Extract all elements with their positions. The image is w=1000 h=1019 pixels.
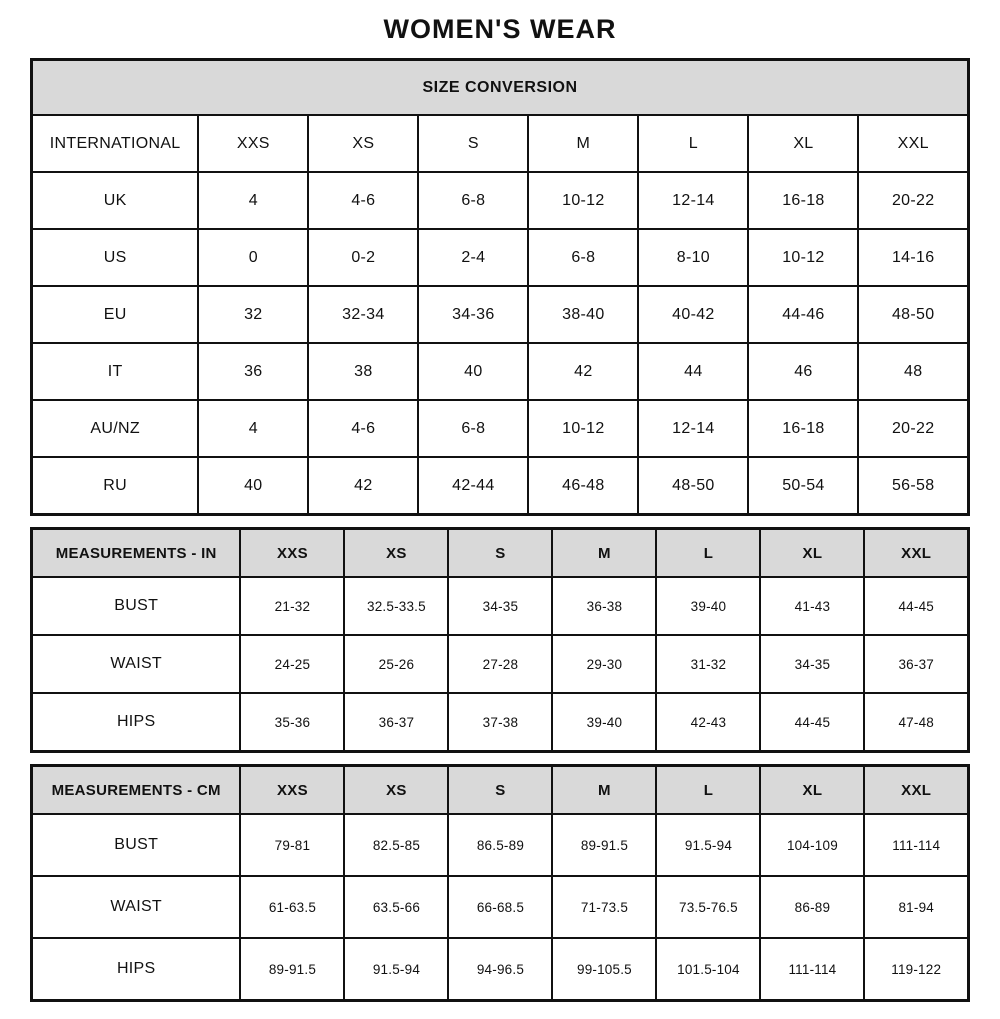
column-header-size: M (552, 529, 656, 578)
measurement-value: 42-43 (656, 693, 760, 752)
size-value: 32 (198, 286, 308, 343)
size-value: 42 (528, 343, 638, 400)
measurement-value: 119-122 (864, 938, 968, 1001)
table-row (32, 814, 969, 876)
measurement-value: 111-114 (760, 938, 864, 1001)
measurement-value: 89-91.5 (240, 938, 344, 1001)
measurement-value: 44-45 (760, 693, 864, 752)
measurement-value: 61-63.5 (240, 876, 344, 938)
measurement-label: WAIST (32, 635, 241, 693)
column-header-size: L (656, 529, 760, 578)
region-label: RU (32, 457, 199, 515)
measurement-value: 66-68.5 (448, 876, 552, 938)
size-value: 10-12 (748, 229, 858, 286)
measurement-value: 35-36 (240, 693, 344, 752)
measurement-value: 24-25 (240, 635, 344, 693)
measurement-value: 82.5-85 (344, 814, 448, 876)
size-value: 32-34 (308, 286, 418, 343)
measurement-value: 86.5-89 (448, 814, 552, 876)
region-label: IT (32, 343, 199, 400)
measurement-value: 111-114 (864, 814, 968, 876)
measurement-value: 36-37 (864, 635, 968, 693)
size-value: 12-14 (638, 400, 748, 457)
measurement-value: 27-28 (448, 635, 552, 693)
table-row (32, 766, 969, 815)
table-row (32, 229, 969, 286)
size-value: 8-10 (638, 229, 748, 286)
measurement-value: 104-109 (760, 814, 864, 876)
measurement-label: HIPS (32, 693, 241, 752)
size-value: 56-58 (858, 457, 968, 515)
column-header-size: XS (308, 115, 418, 172)
table-row (32, 635, 969, 693)
table-row (32, 400, 969, 457)
size-value: 42 (308, 457, 418, 515)
region-label: US (32, 229, 199, 286)
measurements-cm-body (32, 766, 969, 1001)
column-header-size: S (448, 766, 552, 815)
size-conversion-table (30, 58, 970, 516)
measurements-cm-table (30, 764, 970, 1002)
measurement-value: 94-96.5 (448, 938, 552, 1001)
region-label: EU (32, 286, 199, 343)
table-row (32, 172, 969, 229)
measurement-value: 86-89 (760, 876, 864, 938)
size-value: 50-54 (748, 457, 858, 515)
column-header-size: XXL (864, 529, 968, 578)
column-header-size: M (528, 115, 638, 172)
size-value: 10-12 (528, 400, 638, 457)
table-row (32, 60, 969, 116)
measurement-value: 79-81 (240, 814, 344, 876)
measurement-value: 37-38 (448, 693, 552, 752)
size-value: 6-8 (418, 400, 528, 457)
size-value: 0 (198, 229, 308, 286)
table-row (32, 457, 969, 515)
measurement-value: 44-45 (864, 577, 968, 635)
size-value: 44-46 (748, 286, 858, 343)
measurement-value: 81-94 (864, 876, 968, 938)
column-header-size: XXS (240, 766, 344, 815)
measurement-label: WAIST (32, 876, 241, 938)
table-row (32, 693, 969, 752)
measurement-value: 89-91.5 (552, 814, 656, 876)
measurement-value: 39-40 (552, 693, 656, 752)
column-header-size: XS (344, 766, 448, 815)
size-value: 36 (198, 343, 308, 400)
measurements-in-table (30, 527, 970, 753)
measurement-value: 34-35 (760, 635, 864, 693)
size-value: 4-6 (308, 400, 418, 457)
region-label: UK (32, 172, 199, 229)
column-header-size: XL (760, 529, 864, 578)
column-header-size: M (552, 766, 656, 815)
size-value: 34-36 (418, 286, 528, 343)
measurement-value: 36-38 (552, 577, 656, 635)
column-header-size: XXL (864, 766, 968, 815)
size-value: 44 (638, 343, 748, 400)
measurement-value: 91.5-94 (344, 938, 448, 1001)
region-label: AU/NZ (32, 400, 199, 457)
table-row (32, 938, 969, 1001)
column-header-size: XXS (198, 115, 308, 172)
measurement-value: 71-73.5 (552, 876, 656, 938)
size-value: 16-18 (748, 172, 858, 229)
table-row (32, 286, 969, 343)
measurement-value: 34-35 (448, 577, 552, 635)
measurement-value: 101.5-104 (656, 938, 760, 1001)
measurement-value: 21-32 (240, 577, 344, 635)
measurement-value: 32.5-33.5 (344, 577, 448, 635)
size-value: 48-50 (858, 286, 968, 343)
table-row (32, 876, 969, 938)
size-value: 14-16 (858, 229, 968, 286)
size-value: 20-22 (858, 172, 968, 229)
column-header-size: XXL (858, 115, 968, 172)
column-header-size: XS (344, 529, 448, 578)
page-title: WOMEN'S WEAR (383, 14, 617, 44)
table-row (32, 115, 969, 172)
column-header-size: XL (748, 115, 858, 172)
column-header-size: XXS (240, 529, 344, 578)
measurements-in-header: MEASUREMENTS - IN (32, 529, 241, 578)
size-value: 38 (308, 343, 418, 400)
measurement-value: 31-32 (656, 635, 760, 693)
size-value: 12-14 (638, 172, 748, 229)
size-value: 10-12 (528, 172, 638, 229)
size-conversion-header: SIZE CONVERSION (32, 60, 969, 116)
size-value: 46 (748, 343, 858, 400)
column-header-size: L (656, 766, 760, 815)
size-value: 38-40 (528, 286, 638, 343)
table-row (32, 577, 969, 635)
column-header-size: L (638, 115, 748, 172)
column-header-international: INTERNATIONAL (32, 115, 199, 172)
measurement-value: 63.5-66 (344, 876, 448, 938)
size-value: 40-42 (638, 286, 748, 343)
size-value: 42-44 (418, 457, 528, 515)
size-value: 4 (198, 172, 308, 229)
measurement-value: 36-37 (344, 693, 448, 752)
measurement-value: 39-40 (656, 577, 760, 635)
size-value: 40 (198, 457, 308, 515)
size-conversion-body (32, 60, 969, 515)
column-header-size: XL (760, 766, 864, 815)
measurement-value: 99-105.5 (552, 938, 656, 1001)
size-value: 2-4 (418, 229, 528, 286)
column-header-size: S (448, 529, 552, 578)
size-value: 20-22 (858, 400, 968, 457)
size-value: 6-8 (418, 172, 528, 229)
measurement-value: 73.5-76.5 (656, 876, 760, 938)
size-value: 4-6 (308, 172, 418, 229)
table-row (32, 529, 969, 578)
measurement-value: 25-26 (344, 635, 448, 693)
measurements-in-body (32, 529, 969, 752)
measurement-label: BUST (32, 577, 241, 635)
size-value: 4 (198, 400, 308, 457)
size-value: 40 (418, 343, 528, 400)
size-value: 46-48 (528, 457, 638, 515)
size-value: 6-8 (528, 229, 638, 286)
measurement-label: HIPS (32, 938, 241, 1001)
measurement-label: BUST (32, 814, 241, 876)
column-header-size: S (418, 115, 528, 172)
measurement-value: 41-43 (760, 577, 864, 635)
measurement-value: 47-48 (864, 693, 968, 752)
measurement-value: 91.5-94 (656, 814, 760, 876)
size-value: 16-18 (748, 400, 858, 457)
measurement-value: 29-30 (552, 635, 656, 693)
measurements-cm-header: MEASUREMENTS - CM (32, 766, 241, 815)
size-value: 48 (858, 343, 968, 400)
size-value: 0-2 (308, 229, 418, 286)
table-row (32, 343, 969, 400)
size-value: 48-50 (638, 457, 748, 515)
